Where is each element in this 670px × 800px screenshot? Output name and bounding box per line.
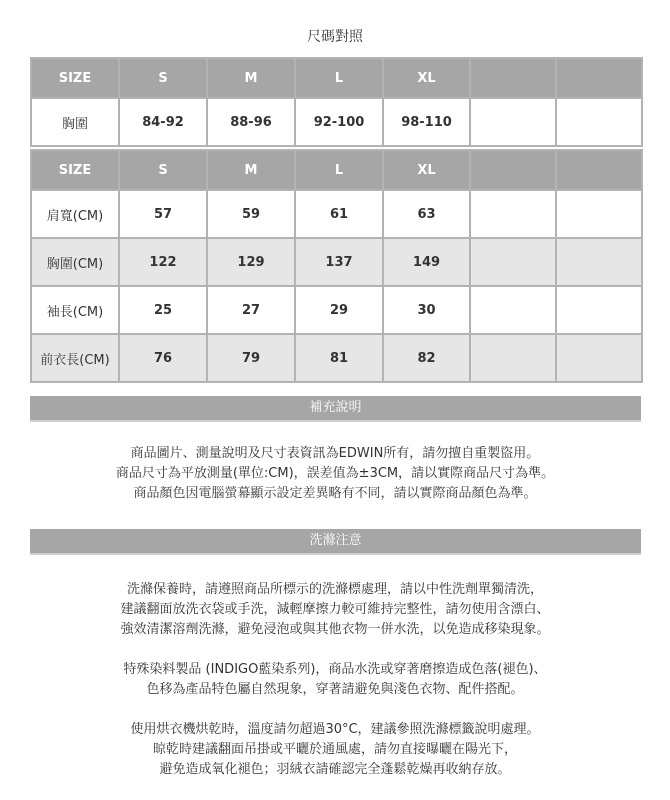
size-table-measurements <box>30 149 643 383</box>
header-cell: XL <box>383 150 470 190</box>
table-cell: 29 <box>295 286 383 334</box>
table-cell: 137 <box>295 238 383 286</box>
header-cell: S <box>119 150 207 190</box>
row-label: 胸圍(CM) <box>31 238 119 286</box>
washing-line: 色移為產品特色屬自然現象，穿著請避免與淺色衣物、配件搭配。 <box>146 682 524 697</box>
table-cell <box>470 238 556 286</box>
header-cell: S <box>119 58 207 98</box>
table-cell: 27 <box>207 286 295 334</box>
header-cell: L <box>295 58 383 98</box>
notes-line: 商品圖片、測量說明及尺寸表資訊為EDWIN所有，請勿擅自重製盜用。 <box>130 446 540 461</box>
table-cell: 149 <box>383 238 470 286</box>
header-cell: SIZE <box>31 150 119 190</box>
table-cell <box>470 286 556 334</box>
washing-line: 洗滌保養時，請遵照商品所標示的洗滌標處理，請以中性洗劑單獨清洗， <box>126 582 543 597</box>
row-label: 袖長(CM) <box>31 286 119 334</box>
table-header-row <box>31 58 642 98</box>
table-cell: 84-92 <box>119 98 207 146</box>
table-cell: 79 <box>207 334 295 382</box>
table-row <box>31 190 642 238</box>
table-cell: 57 <box>119 190 207 238</box>
header-cell <box>556 58 642 98</box>
table-cell: 122 <box>119 238 207 286</box>
washing-block-3 <box>0 720 670 780</box>
table-header-row <box>31 150 642 190</box>
table-row <box>31 238 642 286</box>
table-cell: 61 <box>295 190 383 238</box>
washing-line: 特殊染料製品 (INDIGO藍染系列)，商品水洗或穿著磨擦造成色落(褪色)、 <box>123 662 547 677</box>
table-cell: 88-96 <box>207 98 295 146</box>
table-row <box>31 98 642 146</box>
table-row <box>31 334 642 382</box>
table-cell: 81 <box>295 334 383 382</box>
table-cell: 76 <box>119 334 207 382</box>
table-cell: 98-110 <box>383 98 470 146</box>
table-cell <box>556 334 642 382</box>
notes-line: 商品顏色因電腦螢幕顯示設定差異略有不同，請以實際商品顏色為準。 <box>133 486 537 501</box>
table-cell <box>470 334 556 382</box>
washing-line: 避免造成氧化褪色；羽絨衣請確認完全蓬鬆乾燥再收納存放。 <box>159 762 511 777</box>
table-cell <box>556 190 642 238</box>
washing-block-2 <box>0 660 670 700</box>
table-cell <box>556 286 642 334</box>
table-cell: 25 <box>119 286 207 334</box>
row-label: 肩寬(CM) <box>31 190 119 238</box>
table-cell: 92-100 <box>295 98 383 146</box>
size-table-chest <box>30 57 643 147</box>
table-cell: 30 <box>383 286 470 334</box>
table-cell: 59 <box>207 190 295 238</box>
table-cell: 82 <box>383 334 470 382</box>
row-label: 胸圍 <box>31 98 119 146</box>
header-cell: L <box>295 150 383 190</box>
table-row <box>31 286 642 334</box>
header-cell <box>470 58 556 98</box>
header-cell: XL <box>383 58 470 98</box>
table-cell: 129 <box>207 238 295 286</box>
table-cell <box>556 98 642 146</box>
header-cell: SIZE <box>31 58 119 98</box>
washing-line: 建議翻面放洗衣袋或手洗，減輕摩擦力較可維持完整性，請勿使用含漂白、 <box>120 602 550 617</box>
washing-line: 強效清潔溶劑洗滌，避免浸泡或與其他衣物一併水洗，以免造成移染現象。 <box>120 622 550 637</box>
notes-heading-bar: 補充說明 <box>30 396 641 422</box>
table-cell: 63 <box>383 190 470 238</box>
header-cell <box>556 150 642 190</box>
table-cell <box>470 98 556 146</box>
washing-line: 晾乾時建議翻面吊掛或平曬於通風處，請勿直接曝曬在陽光下， <box>152 742 517 757</box>
header-cell: M <box>207 150 295 190</box>
row-label: 前衣長(CM) <box>31 334 119 382</box>
notes-text <box>0 444 670 504</box>
table-cell <box>470 190 556 238</box>
washing-heading-bar: 洗滌注意 <box>30 529 641 555</box>
table-cell <box>556 238 642 286</box>
notes-line: 商品尺寸為平放測量(單位:CM)，誤差值為±3CM，請以實際商品尺寸為準。 <box>115 466 555 481</box>
header-cell <box>470 150 556 190</box>
page-title: 尺碼對照 <box>307 29 363 45</box>
header-cell: M <box>207 58 295 98</box>
washing-line: 使用烘衣機烘乾時，溫度請勿超過30°C，建議參照洗滌標籤說明處理。 <box>130 722 540 737</box>
washing-block-1 <box>0 580 670 640</box>
